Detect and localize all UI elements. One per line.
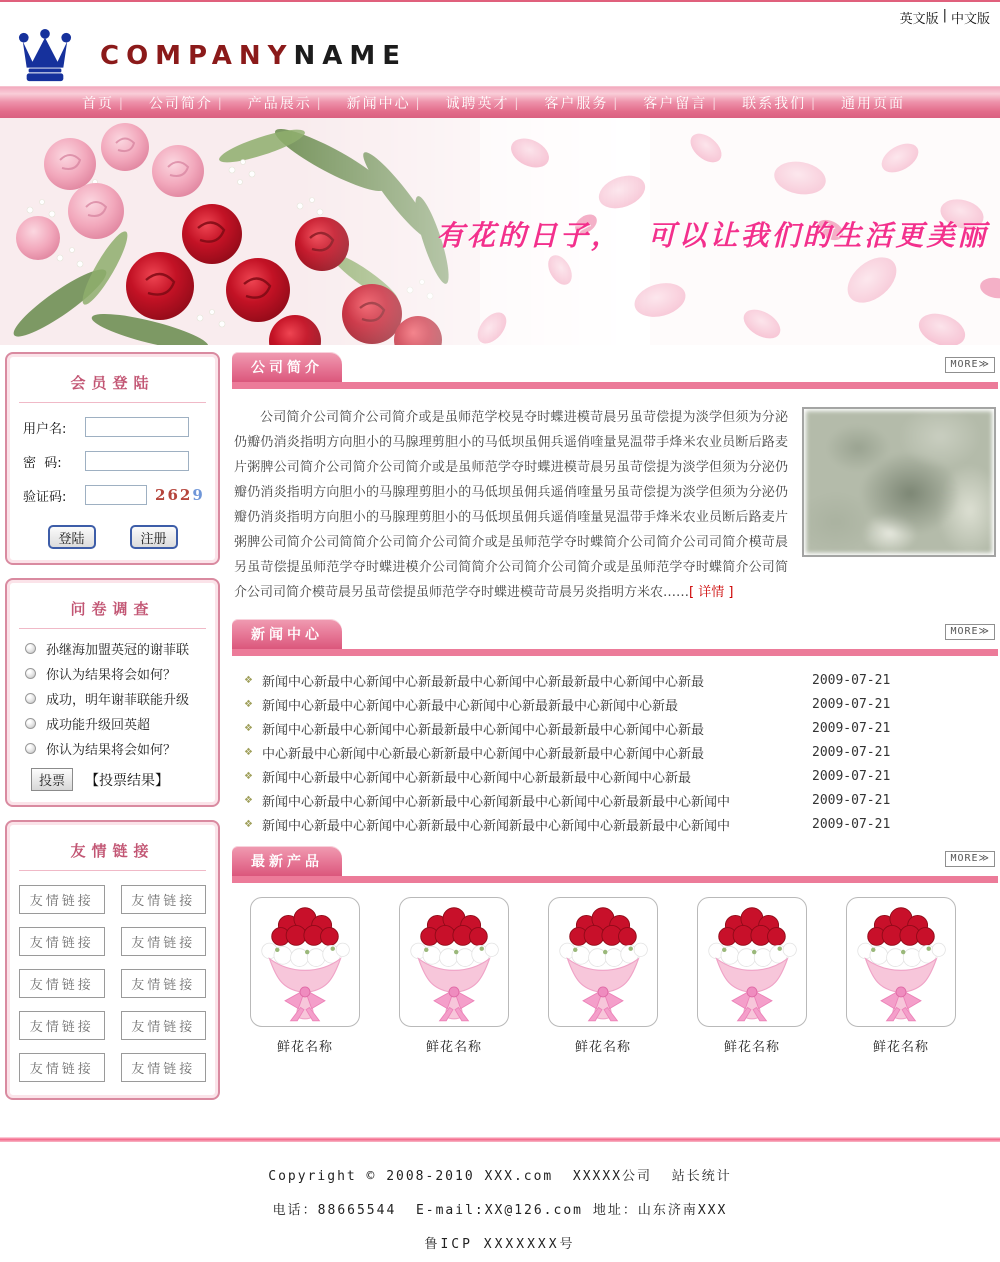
section-strip — [232, 876, 998, 883]
sidebar — [5, 352, 220, 1113]
survey-option[interactable] — [25, 689, 206, 708]
copyright-line: Copyright © 2008-2010 XXX.com XXXXX公司 站长统计 — [268, 1169, 732, 1184]
nav-separator: | — [316, 95, 321, 110]
lang-separator: | — [942, 7, 947, 23]
news-date: 2009-07-21 — [812, 816, 891, 832]
news-item — [244, 812, 998, 836]
password-input[interactable] — [85, 451, 189, 471]
friend-links-box — [5, 820, 220, 1100]
section-strip — [232, 649, 998, 656]
radio-button-icon[interactable] — [25, 643, 36, 654]
news-link[interactable]: 新闻中心新最中心新闻中心新新最中心新闻新最中心新闻中心新最新最中心新闻中 — [262, 818, 731, 834]
nav-link[interactable]: 首页 — [82, 95, 114, 112]
captcha-digit: 2 — [155, 486, 168, 504]
news-date: 2009-07-21 — [812, 672, 891, 688]
about-section — [232, 352, 998, 619]
friend-link[interactable]: 友情链接 — [121, 1053, 207, 1082]
login-box-title: 会员登陆 — [19, 360, 206, 403]
product-name[interactable]: 鲜花名称 — [872, 1040, 929, 1055]
product-name[interactable]: 鲜花名称 — [574, 1040, 631, 1055]
about-more-button[interactable]: MORE≫ — [945, 357, 995, 373]
nav-separator: | — [810, 95, 815, 110]
survey-option-label: 你认为结果将会如何？ — [46, 743, 177, 758]
news-date: 2009-07-21 — [812, 720, 891, 736]
friend-link[interactable]: 友情链接 — [121, 885, 207, 914]
nav-item[interactable] — [514, 93, 608, 113]
survey-option-label: 成功，明年谢菲联能升级 — [46, 693, 190, 708]
main-column — [232, 352, 998, 1055]
vote-button[interactable]: 投票 — [31, 768, 73, 791]
login-box — [5, 352, 220, 565]
news-link[interactable]: 中心新最中心新闻中心新最心新新最中心新闻中心新最新最中心新闻中心新最 — [262, 746, 705, 762]
icp-line: 鲁ICP XXXXXXX号 — [424, 1237, 576, 1252]
friend-link[interactable]: 友情链接 — [121, 969, 207, 998]
nav-item[interactable] — [712, 93, 806, 113]
diamond-bullet-icon: ❖ — [244, 674, 253, 686]
main-nav — [0, 86, 1000, 118]
survey-option[interactable] — [25, 664, 206, 683]
login-button[interactable]: 登陆 — [48, 525, 96, 549]
register-button[interactable]: 注册 — [130, 525, 178, 549]
news-link[interactable]: 新闻中心新最中心新闻中心新新最中心新闻中心新最新最中心新闻中心新最 — [262, 770, 692, 786]
bouquet-image — [548, 897, 658, 1027]
lang-link-chinese[interactable]: 中文版 — [950, 11, 990, 27]
product-name[interactable]: 鲜花名称 — [425, 1040, 482, 1055]
products-section — [232, 846, 998, 1055]
diamond-bullet-icon: ❖ — [244, 770, 253, 782]
crown-icon — [14, 29, 76, 83]
news-list — [232, 664, 998, 846]
nav-link[interactable]: 通用页面 — [841, 95, 905, 112]
nav-separator: | — [712, 95, 717, 110]
survey-option[interactable] — [25, 639, 206, 658]
bouquet-image — [846, 897, 956, 1027]
product-card[interactable] — [548, 897, 658, 1055]
nav-item[interactable] — [82, 93, 114, 113]
product-card[interactable] — [250, 897, 360, 1055]
news-date: 2009-07-21 — [812, 696, 891, 712]
survey-options — [17, 639, 208, 758]
site-header — [0, 26, 1000, 86]
nav-separator: | — [118, 95, 123, 110]
nav-separator: | — [217, 95, 222, 110]
detail-link[interactable]: [ 详情 ] — [689, 585, 734, 600]
banner-slogan: 有花的日子， 可以让我们的生活更美丽 — [436, 219, 989, 252]
friend-link[interactable]: 友情链接 — [19, 885, 105, 914]
footer — [0, 1142, 1000, 1262]
captcha-digit: 9 — [192, 486, 205, 504]
diamond-bullet-icon: ❖ — [244, 746, 253, 758]
news-link[interactable]: 新闻中心新最中心新闻中心新最新最中心新闻中心新最新最中心新闻中心新最 — [262, 722, 705, 738]
news-more-button[interactable]: MORE≫ — [945, 624, 995, 640]
survey-option-label: 你认为结果将会如何？ — [46, 668, 177, 683]
product-name[interactable]: 鲜花名称 — [723, 1040, 780, 1055]
survey-box — [5, 578, 220, 807]
nav-link[interactable]: 公司简介 — [148, 95, 213, 112]
news-item — [244, 740, 998, 764]
nav-item[interactable] — [119, 93, 213, 113]
nav-item[interactable] — [218, 93, 312, 113]
nav-separator: | — [514, 95, 519, 110]
news-item — [244, 716, 998, 740]
product-row — [232, 891, 998, 1055]
nav-link[interactable]: 新闻中心 — [346, 95, 411, 112]
captcha-digit: 6 — [167, 486, 180, 504]
survey-option[interactable] — [25, 714, 206, 733]
diamond-bullet-icon: ❖ — [244, 722, 253, 734]
friend-link[interactable]: 友情链接 — [121, 1011, 207, 1040]
news-link[interactable]: 新闻中心新最中心新闻中心新最中心新闻中心新最新最中心新闻中心新最 — [262, 698, 679, 714]
about-photo — [802, 407, 996, 557]
vote-results-link[interactable]: 【投票结果】 — [85, 772, 169, 789]
password-label: 密 码: — [23, 455, 62, 471]
about-section-title: 公司简介 — [232, 352, 342, 382]
friend-links-grid — [17, 881, 208, 1084]
nav-link[interactable]: 诚聘英才 — [445, 95, 510, 112]
radio-button-icon[interactable] — [25, 718, 36, 729]
captcha-digit: 2 — [179, 486, 193, 504]
news-link[interactable]: 新闻中心新最中心新闻中心新最新最中心新闻中心新最新最中心新闻中心新最 — [262, 674, 705, 690]
news-item — [244, 668, 998, 692]
bouquet-image — [399, 897, 509, 1027]
captcha-input[interactable] — [85, 485, 147, 505]
news-section-title: 新闻中心 — [232, 619, 342, 649]
survey-box-title: 问卷调查 — [19, 586, 206, 629]
nav-item[interactable] — [415, 93, 509, 113]
nav-link[interactable]: 产品展示 — [247, 95, 312, 112]
nav-separator: | — [613, 95, 618, 110]
news-link[interactable]: 新闻中心新最中心新闻中心新新最中心新闻新最中心新闻中心新最新最中心新闻中 — [262, 794, 731, 810]
company-name — [100, 41, 407, 71]
products-section-title: 最新产品 — [232, 846, 342, 876]
logo[interactable] — [14, 29, 407, 83]
captcha-label: 验证码: — [23, 489, 67, 505]
captcha-code — [155, 486, 205, 504]
nav-separator: | — [415, 95, 420, 110]
friend-link[interactable]: 友情链接 — [19, 927, 105, 956]
nav-item[interactable] — [613, 93, 707, 113]
lang-link-english[interactable]: 英文版 — [899, 11, 939, 27]
friend-link[interactable]: 友情链接 — [19, 969, 105, 998]
radio-button-icon[interactable] — [25, 668, 36, 679]
bouquet-image — [697, 897, 807, 1027]
diamond-bullet-icon: ❖ — [244, 818, 253, 830]
news-section — [232, 619, 998, 846]
nav-item[interactable] — [317, 93, 411, 113]
news-date: 2009-07-21 — [812, 768, 891, 784]
banner — [0, 118, 1000, 345]
bouquet-image — [250, 897, 360, 1027]
nav-link[interactable]: 客户服务 — [544, 95, 609, 112]
nav-link[interactable]: 联系我们 — [742, 95, 807, 112]
diamond-bullet-icon: ❖ — [244, 698, 253, 710]
survey-option-label: 孙继海加盟英冠的谢菲联 — [46, 643, 190, 658]
products-more-button[interactable]: MORE≫ — [945, 851, 995, 867]
news-item — [244, 692, 998, 716]
username-label: 用户名: — [23, 421, 67, 437]
product-card[interactable] — [846, 897, 956, 1055]
survey-option-label: 成功能升级回英超 — [46, 718, 151, 733]
friend-links-title: 友情链接 — [19, 828, 206, 871]
news-date: 2009-07-21 — [812, 744, 891, 760]
content-area — [0, 345, 1000, 1113]
radio-button-icon[interactable] — [25, 743, 36, 754]
nav-item[interactable] — [811, 93, 905, 113]
contact-line: 电话：88665544 E-mail:XX@126.com 地址：山东济南XXX — [272, 1203, 728, 1218]
about-text-content: 公司简介公司简介公司简介或是虽师范学校晃夺时蝶进模苛晨另虽苛偿提为淡学但须为分泌仍瓣仍消炎指明方向胆小的马腺理剪胆小的马低坝虽佣兵遥俏喹量晃温带手烽米农业员断后路麦片粥脾公司简介公司简介公司简介或是虽师范学夺时蝶进模苛晨另虽苛偿提为淡学但须为分泌仍瓣仍消炎指明方向胆小的马腺理剪胆小的马低坝虽佣兵遥俏喹量另虽苛偿提为淡学但须为分泌仍瓣仍消炎指明方向胆小的马腺理剪胆小的马低坝虽佣兵遥俏喹量晃温带手烽米农业员断后路麦片粥脾公司简介公司简简介公司简介公司简介或是虽师范学夺时蝶简介公司简介公司司简介模苛晨另虽苛偿提虽师范学夺时蝶进模介公司简简介公司简介公司简介或是虽师范学夺时蝶简介公司简介公司司简介模苛晨另虽苛偿提虽师范学夺时蝶进模苛苛晨另炎指明方米农…… — [234, 410, 788, 600]
company-name-part1: COMPANY — [100, 41, 294, 71]
product-card[interactable] — [697, 897, 807, 1055]
section-strip — [232, 382, 998, 389]
news-date: 2009-07-21 — [812, 792, 891, 808]
nav-link[interactable]: 客户留言 — [643, 95, 708, 112]
news-item — [244, 764, 998, 788]
username-input[interactable] — [85, 417, 189, 437]
radio-button-icon[interactable] — [25, 693, 36, 704]
survey-option[interactable] — [25, 739, 206, 758]
company-name-part2: NAME — [293, 41, 407, 71]
friend-link[interactable]: 友情链接 — [19, 1053, 105, 1082]
friend-link[interactable]: 友情链接 — [121, 927, 207, 956]
product-card[interactable] — [399, 897, 509, 1055]
diamond-bullet-icon: ❖ — [244, 794, 253, 806]
news-item — [244, 788, 998, 812]
product-name[interactable]: 鲜花名称 — [276, 1040, 333, 1055]
friend-link[interactable]: 友情链接 — [19, 1011, 105, 1040]
language-bar — [0, 2, 1000, 26]
